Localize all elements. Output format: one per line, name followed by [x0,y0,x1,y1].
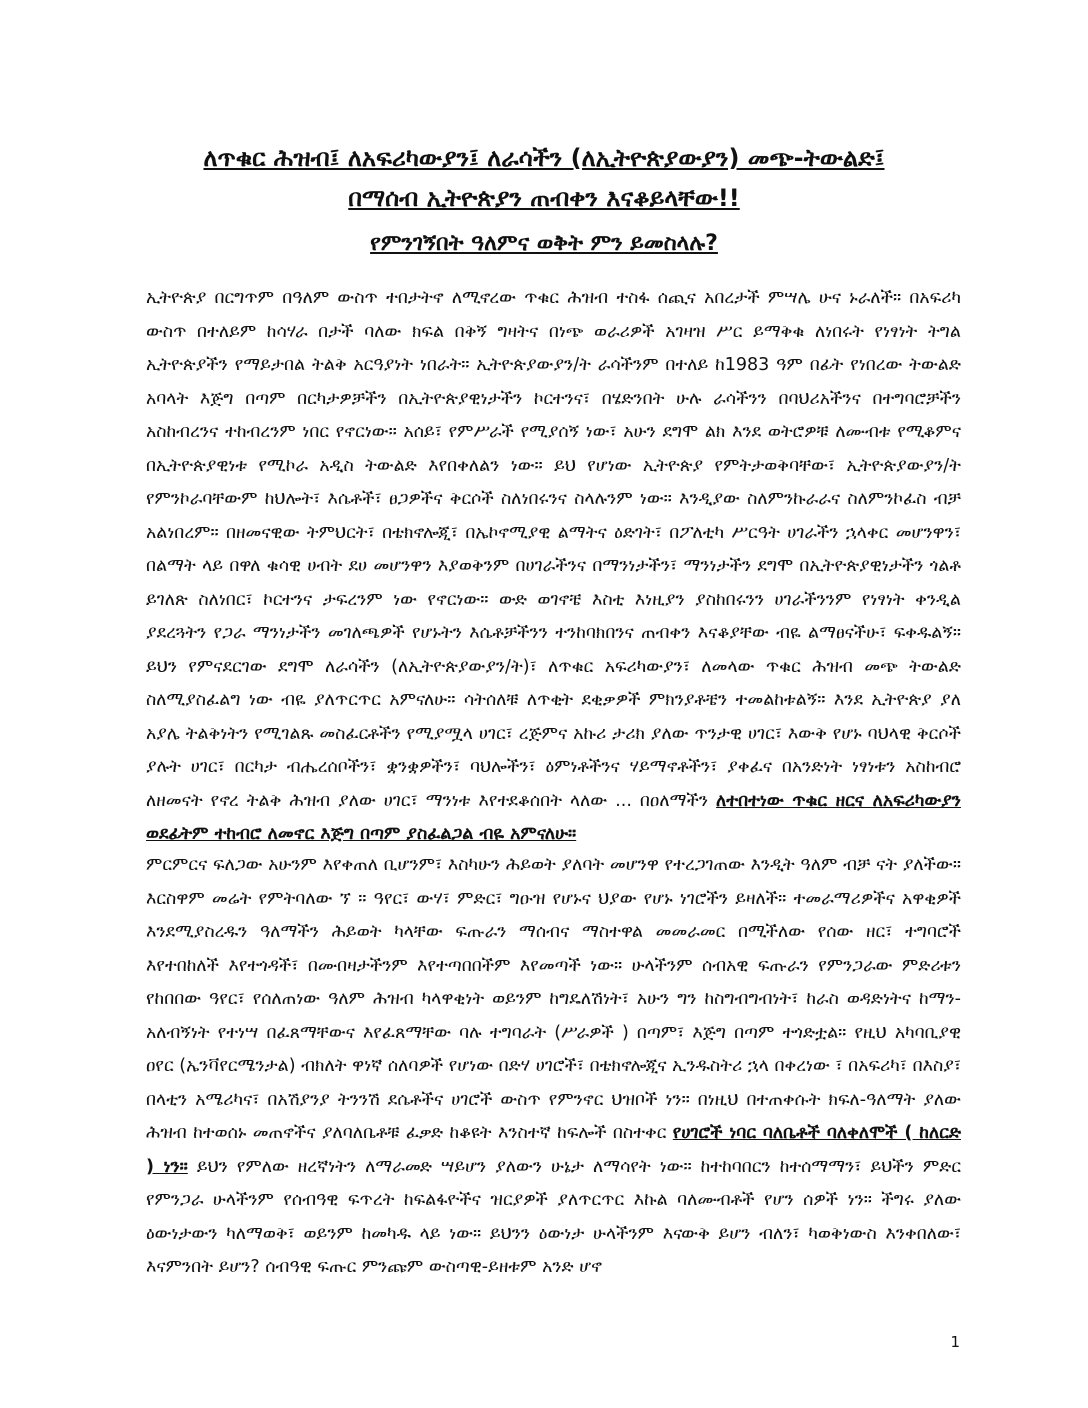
paragraph-1-text: ኢትዮጵያ በርግጥም በዓለም ውስጥ ተበታትኖ ለሚኖረው ጥቁር ሕዝብ ተስፋ ሰጪና አበረታች ምሣሌ ሁና ኑራለች። በአፍሪካ ውስጥ በተለይም ከሳሃራ በታች ባለው ክፍል በቅኝ ግዛትና በነጭ ወራሪዎች አገዛዝ ሥር ይማቅቁ ለነበሩት የነፃነት ትግል ኢትዮጵያችን የማይታበል ትልቅ አርዓያነት ነበራት። ኢትዮጵያውያን/ት ራሳችንም በተለይ ከ1983 ዓም በፊት የነበረው ትውልድ አባላት እጅግ በጣም በርካታዎቻችን በኢትዮጵያዊነታችን ኮርተንና፣ በሄድንበት ሁሉ ራሳችንን በባህሪአችንና በተግባሮቻችን አስከብረንና ተከብረንም ነበር የኖርነው። አሰይ፣ የምሥራች የሚያሰኝ ነው፣ አሁን ደግሞ ልክ እንደ ወትሮዎቹ ለሙብቱ የሚቆምና በኢትዮጵያዊነቱ የሚኮራ አዲስ ትውልድ እየበቀለልን ነው። ይህ የሆነው ኢትዮጵያ የምትታወቅባቸው፣ ኢትዮጵያውያን/ት የምንኮራባቸውም ከህሎት፣ እሴቶች፣ ፀጋዎችና ቅርሶች ስለነበሩንና ስላሉንም ነው። እንዲያው ስለምንኩራራና ስለምንኮፈስ ብቻ አልነበረም። በዘመናዊው ትምህርት፣ በቴክኖሎጂ፣ በኤኮኖሚያዊ ልማትና ዕድገት፣ በፖለቲካ ሥርዓት ሀገራችን ኋላቀር መሆንዋን፣ በልማት ላይ በዋለ ቁሳዊ ሀብት ደሀ መሆንዋን እያወቅንም በሀገራችንና በማንነታችን፣ ማንነታችን ደግሞ በኢትዮጵያዊነታችን ጎልቶ ይገለጽ ስለነበር፣ ኮርተንና ታፍረንም ነው የኖርነው። ውድ ወገኖቼ እስቲ እነዚያን ያስከበሩንን ሀገራችንንም የነፃነት ቀንዲል ያደረጓትን የጋራ ማንነታችን መገለጫዎች የሆኑትን እሴቶቻችንን ተንከባክበንና ጠብቀን እናቆያቸው ብዬ ልማፀናችሁ፣ ፍቀዱልኝ። ይህን የምናደርገው ደግሞ ለራሳችን (ለኢትዮጵያውያን/ት)፣ ለጥቁር አፍሪካውያን፣ ለመላው ጥቁር ሕዝብ መጭ ትውልድ ስለሚያስፈልግ ነው ብዬ ያለጥርጥር አምናለሁ። ሳትሰለቹ ለጥቂት ደቂቃዎች ምክንያቶቼን ተመልከቱልኝ። እንደ ኢትዮጵያ ያለ አያሌ ትልቅነትን የሚገልጹ መስፈርቶችን የሚያሟላ ሀገር፣ ረጅምና አኩሪ ታሪክ ያለው ጥንታዊ ሀገር፣ እውቅ የሆኑ ባህላዊ ቅርሶች ያሉት ሀገር፣ በርካታ ብሔረሰቦችን፣ ቋንቋዎችን፣ ባህሎችን፣ ዕምነቶችንና ሃይማኖቶችን፣ ያቀፈና በአንድነት ነፃነቱን አስከብሮ ለዘመናት የኖረ ትልቅ ሕዝብ ያለው ሀገር፣ ማንነቱ እየተደቆሰበት ላለው ... በዐለማችን [146,288,961,811]
paragraph-2-text-a: ምርምርና ፍለጋው አሁንም እየቀጠለ ቢሆንም፣ እስካሁን ሕይወት ያለባት መሆንዋ የተረጋገጠው እንዲት ዓለም ብቻ ናት ያለችው። እርስዋም መሬት የምትባለው ኘ ። ዓየር፣ ውሃ፣ ምድር፣ ግዑዝ የሆኑና ህያው የሆኑ ነገሮችን ይዛለች። ተመራማሪዎችና አዋቂዎች እንደሚያስረዱን ዓለማችን ሕይወት ካላቸው ፍጡራን ማሰብና ማስተዋል መመራመር በሚችለው የሰው ዘር፣ ተግባሮች እየተበከለች እየተጎዳች፣ በሙበዛታችንም እየተጣበበችም እየመጣች ነው። ሁላችንም ሰብአዊ ፍጡራን የምንጋራው ምድሪቱን የከበበው ዓየር፣ የሰለጠነው ዓለም ሕዝብ ካላዋቂነት ወይንም ከግዴለሽነት፣ አሁን ግን ከስግብግብነት፣ ከራስ ወዳድነትና ከማን-አለብኝነት የተነሣ በፈጸማቸውና እየፈጸማቸው ባሉ ተግባራት (ሥራዎች ) በጣም፣ እጅግ በጣም ተጎድቷል። የዚህ አካባቢያዊ ዐየር (ኤንቫየርሜንታል) ብክለት ዋነኛ ሰለባዎች የሆነው በድሃ ሀገሮች፣ በቴክኖሎጂና ኢንዱስትሪ ኋላ በቀረነው ፣ በአፍሪካ፣ በእስያ፣ በላቲን አሜሪካና፣ በአሽያንያ ትንንሽ ደሴቶችና ሀገሮች ውስጥ የምንኖር ህዝቦች ነን። በነዚህ በተጠቀሱት ክፍለ-ዓለማት ያለው ሕዝብ ከተወሰኑ መጠኖችና ያለባለቤቶቹ ፈቃድ ከቆዩት እንስተኛ ከፍሎች በስተቀር [146,855,961,1143]
paragraph-2 [146,849,961,1285]
paragraph-2-text-b: ይህን የምለው ዘረኛነትን ለማራመድ ሣይሆን ያለውን ሁኔታ ለማሳየት ነው። ከተከባበርን ከተሰማማን፣ ይህችን ምድር የምንጋራ ሁላችንም የሰብዓዊ ፍጥረት ከፍልፋዮችና ዝርያዎች ያለጥርጥር እኩል ባለሙብቶች የሆን ሰዎች ነን። ችግሩ ያለው ዕውነታውን ካለማወቅ፣ ወይንም ከመካዱ ላይ ነው። ይህንን ዕውነታ ሁላችንም እናውቅ ይሆን ብለን፣ ካወቅነውስ እንቀበለው፣ እናምንበት ይሆን? ሰብዓዊ ፍጡር ምንጩም ውስጣዊ-ይዘቱም አንድ ሆኖ [146,1156,961,1277]
section-heading: የምንገኝበት ዓለምና ወቅት ምን ይመስላሉ? [370,231,718,256]
page-number: 1 [950,1333,960,1351]
paragraph-1-emphasis: ለተበተነው ጥቁር ዘርና ለአፍሪካውያን ወደፊትም ተከብሮ ለመኖር እጅግ በጣም ያስፈልጋል ብዬ አምናለሁ። [146,790,961,844]
paragraph-1 [146,282,961,852]
document-title-line-2: በማሰብ ኢትዮጵያን ጠብቀን እናቆይላቸው!! [348,184,740,212]
document-title-line-1: ለጥቁር ሕዝብ፤ ለአፍሪካውያን፤ ለራሳችን (ለኢትዮጵያውያን) መጭ-ትውልድ፤ [203,144,885,172]
paragraph-2-emphasis: የሀገሮች ነባር ባለቤቶች ባለቀለሞች ( ከለርድ ) ነን። [146,1123,961,1177]
